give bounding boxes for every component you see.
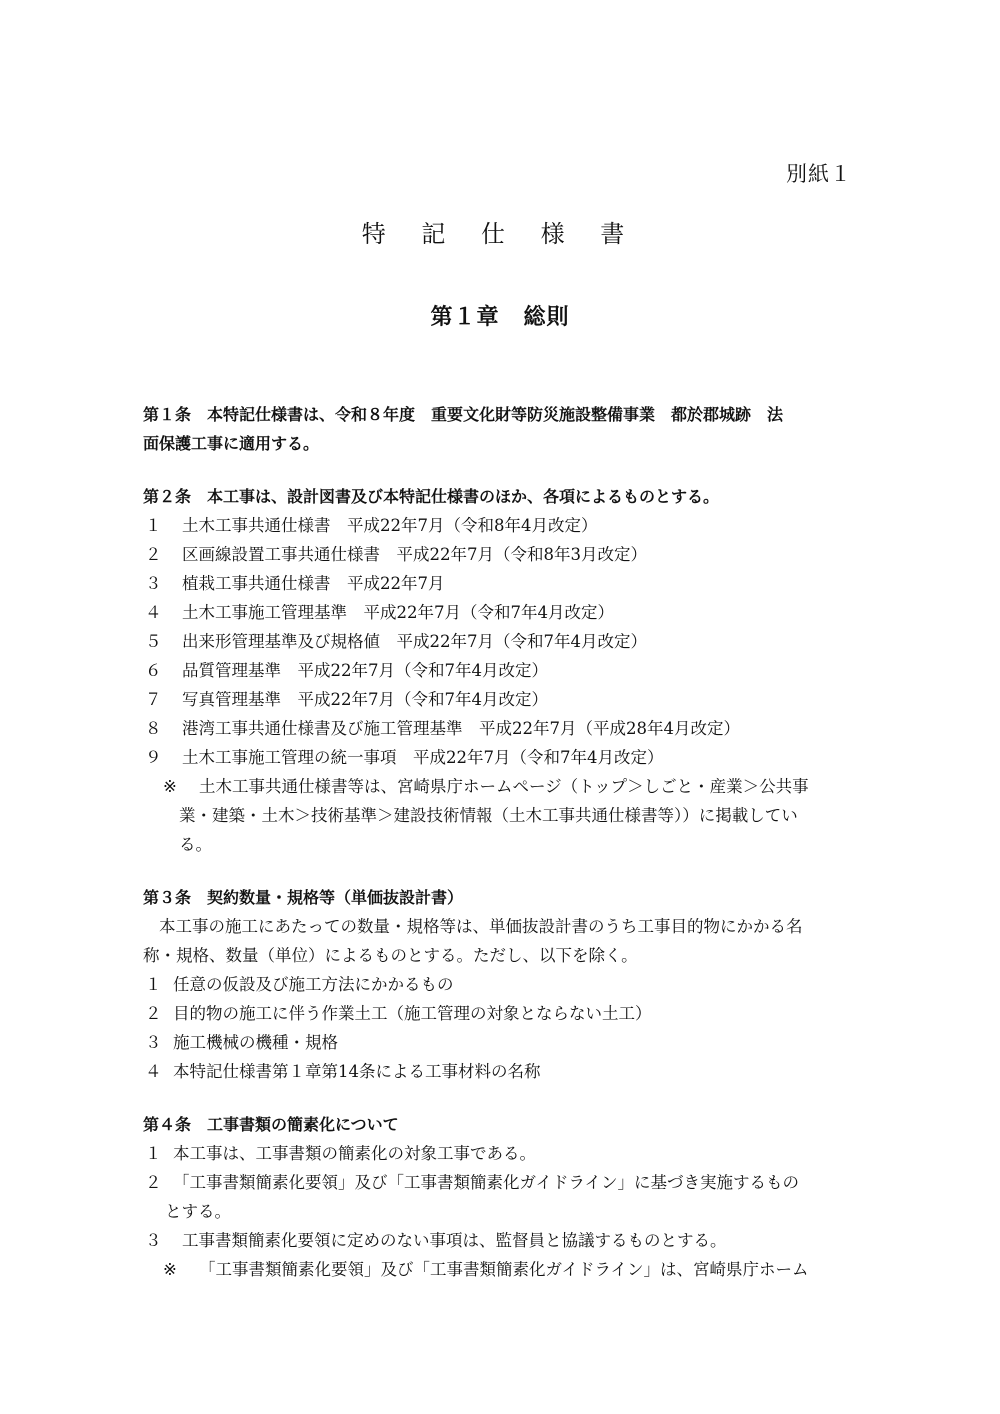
list-item-number: １	[145, 1144, 162, 1163]
article-2-note	[143, 772, 859, 859]
list-item-text: 本工事は、工事書類の簡素化の対象工事である。	[173, 1144, 536, 1163]
list-item-number: ２	[145, 545, 162, 564]
list-item	[143, 540, 859, 569]
article-1-line-2: 面保護工事に適用する。	[143, 434, 320, 453]
list-item-number: １	[145, 975, 162, 994]
list-item-text: 港湾工事共通仕様書及び施工管理基準 平成22年7月（平成28年4月改定）	[182, 719, 740, 738]
list-item-text: 品質管理基準 平成22年7月（令和7年4月改定）	[182, 661, 548, 680]
article-1	[143, 400, 859, 458]
list-item-text: 目的物の施工に伴う作業土工（施工管理の対象とならない土工）	[173, 1004, 652, 1023]
article-3-paragraph-line-2: 称・規格、数量（単位）によるものとする。ただし、以下を除く。	[143, 946, 638, 965]
list-item	[143, 999, 859, 1028]
list-item	[143, 656, 859, 685]
list-item	[143, 685, 859, 714]
article-3-heading: 第３条 契約数量・規格等（単価抜設計書）	[143, 888, 464, 907]
list-item-number: ３	[145, 574, 162, 593]
list-item-number: ４	[145, 1062, 162, 1081]
list-item-number: ５	[145, 632, 162, 651]
list-item-continuation: とする。	[165, 1202, 231, 1221]
article-3-paragraph-line-1: 本工事の施工にあたっての数量・規格等は、単価抜設計書のうち工事目的物にかかる名	[159, 917, 803, 936]
list-item-number: ４	[145, 603, 162, 622]
list-item	[143, 627, 859, 656]
list-item-number: ９	[145, 748, 162, 767]
article-1-line-1: 第１条 本特記仕様書は、令和８年度 重要文化財等防災施設整備事業 都於郡城跡 法	[143, 405, 784, 424]
list-item-text: 植栽工事共通仕様書 平成22年7月	[182, 574, 445, 593]
list-item	[143, 569, 859, 598]
article-2-note-line-1: 土木工事共通仕様書等は、宮崎県庁ホームページ（トップ＞しごと・産業＞公共事	[199, 777, 809, 796]
article-4-heading: 第４条 工事書類の簡素化について	[143, 1115, 399, 1134]
list-item	[143, 1057, 859, 1086]
article-2-note-line-3: る。	[179, 835, 212, 854]
article-3-list	[143, 970, 859, 1086]
list-item-number: ６	[145, 661, 162, 680]
list-item-number: ２	[145, 1004, 162, 1023]
chapter-heading	[0, 300, 1000, 331]
list-item-text: 出来形管理基準及び規格値 平成22年7月（令和7年4月改定）	[182, 632, 647, 651]
list-item	[143, 598, 859, 627]
list-item	[143, 743, 859, 772]
article-2	[143, 482, 859, 859]
chapter-number: 第１章	[430, 305, 500, 330]
article-3	[143, 883, 859, 1086]
annex-label: 別紙１	[786, 162, 852, 186]
list-item	[143, 1226, 859, 1255]
list-item	[143, 970, 859, 999]
list-item-number: １	[145, 516, 162, 535]
list-item-number: ２	[145, 1173, 162, 1192]
document-body	[143, 400, 859, 1308]
list-item	[143, 1168, 859, 1197]
note-mark: ※	[163, 777, 177, 796]
list-item-text: 土木工事共通仕様書 平成22年7月（令和8年4月改定）	[182, 516, 598, 535]
chapter-name: 総則	[523, 305, 570, 330]
list-item-number: ８	[145, 719, 162, 738]
list-item-text: 土木工事施工管理の統一事項 平成22年7月（令和7年4月改定）	[182, 748, 664, 767]
list-item-text: 写真管理基準 平成22年7月（令和7年4月改定）	[182, 690, 548, 709]
list-item	[143, 714, 859, 743]
article-2-heading: 第２条 本工事は、設計図書及び本特記仕様書のほか、各項によるものとする。	[143, 487, 720, 506]
article-2-note-line-2: 業・建築・土木＞技術基準＞建設技術情報（土木工事共通仕様書等））に掲載してい	[179, 806, 798, 825]
article-2-list	[143, 511, 859, 772]
list-item-number: ３	[145, 1231, 162, 1250]
list-item-text: 「工事書類簡素化要領」及び「工事書類簡素化ガイドライン」に基づき実施するもの	[173, 1173, 800, 1192]
list-item	[143, 1028, 859, 1057]
list-item-text: 任意の仮設及び施工方法にかかるもの	[173, 975, 454, 994]
document-title: 特 記 仕 様 書	[361, 220, 639, 248]
list-item	[143, 1139, 859, 1168]
article-4	[143, 1110, 859, 1284]
list-item-number: ７	[145, 690, 162, 709]
article-4-note-line-1: 「工事書類簡素化要領」及び「工事書類簡素化ガイドライン」は、宮崎県庁ホーム	[199, 1260, 809, 1279]
list-item-text: 工事書類簡素化要領に定めのない事項は、監督員と協議するものとする。	[182, 1231, 727, 1250]
list-item-text: 施工機械の機種・規格	[173, 1033, 338, 1052]
list-item-text: 土木工事施工管理基準 平成22年7月（令和7年4月改定）	[182, 603, 614, 622]
list-item-text: 本特記仕様書第１章第14条による工事材料の名称	[173, 1062, 541, 1081]
article-4-note	[143, 1255, 859, 1284]
list-item-number: ３	[145, 1033, 162, 1052]
note-mark: ※	[163, 1260, 177, 1279]
list-item-text: 区画線設置工事共通仕様書 平成22年7月（令和8年3月改定）	[182, 545, 647, 564]
list-item	[143, 511, 859, 540]
